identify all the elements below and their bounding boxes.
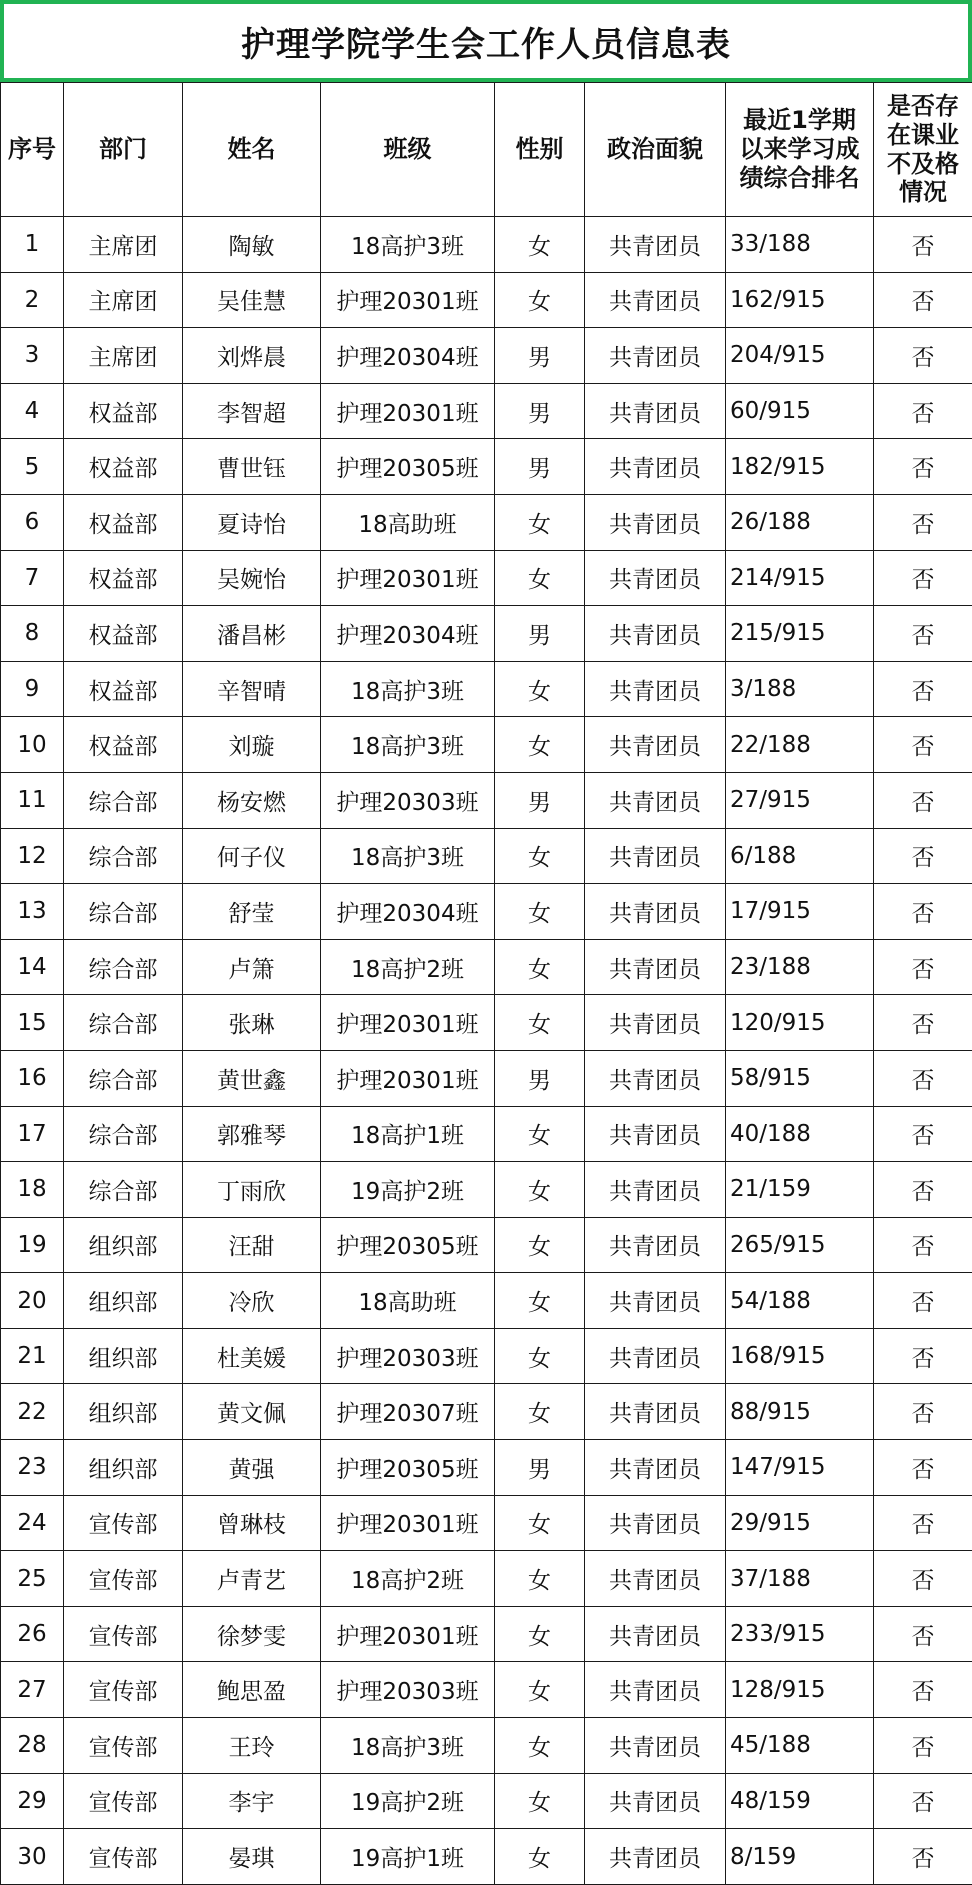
cell-failed-course: 否 — [874, 1606, 972, 1662]
cell-department: 宣传部 — [64, 1606, 183, 1662]
cell-name: 陶敏 — [183, 217, 321, 273]
table-row — [1, 717, 972, 773]
cell-gender: 男 — [495, 383, 585, 439]
cell-rank: 48/159 — [726, 1773, 874, 1829]
cell-department: 宣传部 — [64, 1773, 183, 1829]
cell-gender: 女 — [495, 494, 585, 550]
cell-name: 杜美媛 — [183, 1328, 321, 1384]
cell-name: 刘璇 — [183, 717, 321, 773]
cell-class: 护理20305班 — [321, 1217, 495, 1273]
cell-failed-course: 否 — [874, 1162, 972, 1218]
cell-political-status: 共青团员 — [585, 1050, 726, 1106]
cell-department: 综合部 — [64, 772, 183, 828]
cell-gender: 男 — [495, 1050, 585, 1106]
cell-name: 郭雅琴 — [183, 1106, 321, 1162]
cell-political-status: 共青团员 — [585, 884, 726, 940]
cell-gender: 女 — [495, 1606, 585, 1662]
title-bar — [0, 0, 972, 82]
cell-index: 14 — [1, 939, 64, 995]
cell-class: 18高护3班 — [321, 828, 495, 884]
table-row — [1, 1440, 972, 1496]
cell-rank: 88/915 — [726, 1384, 874, 1440]
cell-gender: 女 — [495, 1273, 585, 1329]
cell-department: 组织部 — [64, 1328, 183, 1384]
cell-index: 27 — [1, 1662, 64, 1718]
cell-index: 12 — [1, 828, 64, 884]
cell-gender: 男 — [495, 1440, 585, 1496]
cell-department: 宣传部 — [64, 1551, 183, 1607]
cell-class: 护理20301班 — [321, 995, 495, 1051]
cell-class: 18高助班 — [321, 1273, 495, 1329]
cell-political-status: 共青团员 — [585, 1551, 726, 1607]
cell-rank: 182/915 — [726, 439, 874, 495]
cell-name: 晏琪 — [183, 1829, 321, 1885]
cell-department: 权益部 — [64, 661, 183, 717]
cell-rank: 54/188 — [726, 1273, 874, 1329]
cell-class: 护理20305班 — [321, 439, 495, 495]
header-name: 姓名 — [183, 83, 321, 217]
table-row — [1, 1384, 972, 1440]
cell-index: 11 — [1, 772, 64, 828]
table-row — [1, 884, 972, 940]
cell-failed-course: 否 — [874, 1718, 972, 1774]
cell-name: 黄强 — [183, 1440, 321, 1496]
cell-political-status: 共青团员 — [585, 1606, 726, 1662]
cell-class: 护理20301班 — [321, 272, 495, 328]
cell-failed-course: 否 — [874, 383, 972, 439]
cell-department: 宣传部 — [64, 1662, 183, 1718]
table-row — [1, 1551, 972, 1607]
cell-gender: 女 — [495, 661, 585, 717]
cell-gender: 女 — [495, 995, 585, 1051]
cell-class: 护理20301班 — [321, 1606, 495, 1662]
cell-index: 17 — [1, 1106, 64, 1162]
cell-rank: 22/188 — [726, 717, 874, 773]
cell-class: 护理20303班 — [321, 772, 495, 828]
cell-class: 18高助班 — [321, 494, 495, 550]
cell-index: 26 — [1, 1606, 64, 1662]
cell-class: 18高护3班 — [321, 217, 495, 273]
cell-political-status: 共青团员 — [585, 828, 726, 884]
cell-gender: 女 — [495, 828, 585, 884]
table-row — [1, 1718, 972, 1774]
cell-department: 宣传部 — [64, 1495, 183, 1551]
cell-department: 综合部 — [64, 1106, 183, 1162]
header-rank: 最近1学期以来学习成绩综合排名 — [726, 83, 874, 217]
header-index: 序号 — [1, 83, 64, 217]
cell-political-status: 共青团员 — [585, 995, 726, 1051]
table-row — [1, 1773, 972, 1829]
cell-political-status: 共青团员 — [585, 217, 726, 273]
cell-class: 19高护2班 — [321, 1773, 495, 1829]
cell-failed-course: 否 — [874, 884, 972, 940]
cell-gender: 女 — [495, 1217, 585, 1273]
table-row — [1, 1495, 972, 1551]
cell-political-status: 共青团员 — [585, 1106, 726, 1162]
cell-rank: 17/915 — [726, 884, 874, 940]
cell-index: 5 — [1, 439, 64, 495]
cell-gender: 女 — [495, 939, 585, 995]
cell-department: 组织部 — [64, 1273, 183, 1329]
cell-failed-course: 否 — [874, 1217, 972, 1273]
cell-failed-course: 否 — [874, 439, 972, 495]
cell-index: 16 — [1, 1050, 64, 1106]
table-row — [1, 272, 972, 328]
cell-name: 何子仪 — [183, 828, 321, 884]
cell-department: 综合部 — [64, 884, 183, 940]
cell-index: 13 — [1, 884, 64, 940]
cell-rank: 21/159 — [726, 1162, 874, 1218]
cell-gender: 男 — [495, 439, 585, 495]
cell-political-status: 共青团员 — [585, 328, 726, 384]
cell-rank: 45/188 — [726, 1718, 874, 1774]
cell-index: 3 — [1, 328, 64, 384]
cell-rank: 147/915 — [726, 1440, 874, 1496]
cell-political-status: 共青团员 — [585, 661, 726, 717]
cell-political-status: 共青团员 — [585, 439, 726, 495]
cell-index: 25 — [1, 1551, 64, 1607]
cell-political-status: 共青团员 — [585, 494, 726, 550]
cell-department: 权益部 — [64, 383, 183, 439]
page-title: 护理学院学生会工作人员信息表 — [241, 17, 731, 66]
cell-index: 15 — [1, 995, 64, 1051]
cell-political-status: 共青团员 — [585, 1718, 726, 1774]
cell-gender: 女 — [495, 1384, 585, 1440]
cell-political-status: 共青团员 — [585, 1328, 726, 1384]
cell-political-status: 共青团员 — [585, 1273, 726, 1329]
cell-department: 权益部 — [64, 606, 183, 662]
cell-class: 护理20304班 — [321, 328, 495, 384]
cell-rank: 58/915 — [726, 1050, 874, 1106]
cell-failed-course: 否 — [874, 606, 972, 662]
cell-class: 护理20301班 — [321, 383, 495, 439]
cell-index: 22 — [1, 1384, 64, 1440]
cell-class: 护理20304班 — [321, 606, 495, 662]
cell-name: 王玲 — [183, 1718, 321, 1774]
cell-name: 卢青艺 — [183, 1551, 321, 1607]
cell-name: 曾琳枝 — [183, 1495, 321, 1551]
cell-political-status: 共青团员 — [585, 1384, 726, 1440]
table-row — [1, 1829, 972, 1885]
cell-department: 综合部 — [64, 828, 183, 884]
table-row — [1, 772, 972, 828]
cell-political-status: 共青团员 — [585, 772, 726, 828]
cell-class: 护理20304班 — [321, 884, 495, 940]
cell-failed-course: 否 — [874, 1106, 972, 1162]
cell-index: 20 — [1, 1273, 64, 1329]
cell-name: 潘昌彬 — [183, 606, 321, 662]
table-row — [1, 494, 972, 550]
cell-department: 综合部 — [64, 939, 183, 995]
cell-political-status: 共青团员 — [585, 606, 726, 662]
header-department: 部门 — [64, 83, 183, 217]
header-class: 班级 — [321, 83, 495, 217]
cell-rank: 33/188 — [726, 217, 874, 273]
cell-gender: 女 — [495, 1495, 585, 1551]
table-row — [1, 661, 972, 717]
cell-political-status: 共青团员 — [585, 1773, 726, 1829]
table-row — [1, 1217, 972, 1273]
cell-index: 28 — [1, 1718, 64, 1774]
cell-gender: 女 — [495, 884, 585, 940]
cell-department: 权益部 — [64, 439, 183, 495]
table-row — [1, 439, 972, 495]
cell-name: 吴佳慧 — [183, 272, 321, 328]
cell-department: 综合部 — [64, 1162, 183, 1218]
cell-failed-course: 否 — [874, 1328, 972, 1384]
table-row — [1, 939, 972, 995]
cell-department: 主席团 — [64, 272, 183, 328]
cell-index: 30 — [1, 1829, 64, 1885]
cell-name: 刘烨晨 — [183, 328, 321, 384]
cell-failed-course: 否 — [874, 772, 972, 828]
cell-gender: 女 — [495, 1162, 585, 1218]
cell-department: 权益部 — [64, 717, 183, 773]
cell-department: 组织部 — [64, 1384, 183, 1440]
cell-index: 29 — [1, 1773, 64, 1829]
header-row — [1, 83, 972, 217]
cell-failed-course: 否 — [874, 939, 972, 995]
cell-index: 18 — [1, 1162, 64, 1218]
cell-name: 夏诗怡 — [183, 494, 321, 550]
student-info-table — [0, 82, 972, 1885]
cell-class: 19高护2班 — [321, 1162, 495, 1218]
cell-gender: 女 — [495, 550, 585, 606]
cell-political-status: 共青团员 — [585, 939, 726, 995]
cell-class: 护理20303班 — [321, 1662, 495, 1718]
cell-name: 冷欣 — [183, 1273, 321, 1329]
cell-gender: 女 — [495, 1662, 585, 1718]
cell-political-status: 共青团员 — [585, 383, 726, 439]
cell-index: 1 — [1, 217, 64, 273]
cell-political-status: 共青团员 — [585, 1440, 726, 1496]
cell-political-status: 共青团员 — [585, 717, 726, 773]
cell-index: 24 — [1, 1495, 64, 1551]
cell-failed-course: 否 — [874, 494, 972, 550]
cell-political-status: 共青团员 — [585, 1829, 726, 1885]
table-row — [1, 1106, 972, 1162]
cell-name: 黄世鑫 — [183, 1050, 321, 1106]
header-gender: 性别 — [495, 83, 585, 217]
cell-failed-course: 否 — [874, 995, 972, 1051]
cell-index: 10 — [1, 717, 64, 773]
table-row — [1, 1273, 972, 1329]
table-row — [1, 828, 972, 884]
cell-failed-course: 否 — [874, 1773, 972, 1829]
cell-gender: 女 — [495, 1106, 585, 1162]
cell-failed-course: 否 — [874, 1495, 972, 1551]
cell-name: 曹世钰 — [183, 439, 321, 495]
cell-department: 组织部 — [64, 1217, 183, 1273]
table-row — [1, 383, 972, 439]
cell-rank: 37/188 — [726, 1551, 874, 1607]
cell-name: 吴婉怡 — [183, 550, 321, 606]
cell-name: 舒莹 — [183, 884, 321, 940]
cell-gender: 男 — [495, 328, 585, 384]
cell-rank: 27/915 — [726, 772, 874, 828]
cell-failed-course: 否 — [874, 217, 972, 273]
header-political-status: 政治面貌 — [585, 83, 726, 217]
cell-rank: 168/915 — [726, 1328, 874, 1384]
cell-class: 护理20301班 — [321, 550, 495, 606]
cell-department: 综合部 — [64, 1050, 183, 1106]
cell-class: 18高护1班 — [321, 1106, 495, 1162]
cell-rank: 29/915 — [726, 1495, 874, 1551]
cell-failed-course: 否 — [874, 1384, 972, 1440]
cell-failed-course: 否 — [874, 272, 972, 328]
cell-index: 9 — [1, 661, 64, 717]
cell-political-status: 共青团员 — [585, 550, 726, 606]
cell-class: 18高护2班 — [321, 1551, 495, 1607]
cell-department: 权益部 — [64, 494, 183, 550]
cell-department: 组织部 — [64, 1440, 183, 1496]
table-row — [1, 217, 972, 273]
cell-name: 李智超 — [183, 383, 321, 439]
cell-department: 权益部 — [64, 550, 183, 606]
cell-rank: 3/188 — [726, 661, 874, 717]
cell-gender: 女 — [495, 1551, 585, 1607]
cell-name: 李宇 — [183, 1773, 321, 1829]
cell-rank: 40/188 — [726, 1106, 874, 1162]
cell-political-status: 共青团员 — [585, 1662, 726, 1718]
cell-rank: 26/188 — [726, 494, 874, 550]
cell-gender: 女 — [495, 217, 585, 273]
cell-index: 6 — [1, 494, 64, 550]
cell-failed-course: 否 — [874, 828, 972, 884]
cell-class: 护理20303班 — [321, 1328, 495, 1384]
cell-political-status: 共青团员 — [585, 1162, 726, 1218]
cell-name: 汪甜 — [183, 1217, 321, 1273]
cell-failed-course: 否 — [874, 1551, 972, 1607]
cell-index: 21 — [1, 1328, 64, 1384]
cell-rank: 6/188 — [726, 828, 874, 884]
cell-department: 主席团 — [64, 328, 183, 384]
cell-gender: 女 — [495, 1829, 585, 1885]
cell-rank: 162/915 — [726, 272, 874, 328]
cell-rank: 120/915 — [726, 995, 874, 1051]
cell-rank: 23/188 — [726, 939, 874, 995]
cell-name: 鲍思盈 — [183, 1662, 321, 1718]
cell-failed-course: 否 — [874, 661, 972, 717]
table-row — [1, 550, 972, 606]
cell-class: 18高护3班 — [321, 1718, 495, 1774]
cell-department: 宣传部 — [64, 1829, 183, 1885]
cell-class: 18高护3班 — [321, 661, 495, 717]
cell-gender: 女 — [495, 1328, 585, 1384]
table-row — [1, 995, 972, 1051]
table-row — [1, 1050, 972, 1106]
cell-failed-course: 否 — [874, 1050, 972, 1106]
cell-department: 主席团 — [64, 217, 183, 273]
cell-index: 8 — [1, 606, 64, 662]
header-failed-course: 是否存在课业不及格情况 — [874, 83, 972, 217]
cell-class: 18高护2班 — [321, 939, 495, 995]
cell-failed-course: 否 — [874, 550, 972, 606]
cell-political-status: 共青团员 — [585, 1217, 726, 1273]
cell-rank: 60/915 — [726, 383, 874, 439]
cell-rank: 215/915 — [726, 606, 874, 662]
cell-gender: 女 — [495, 1718, 585, 1774]
cell-gender: 女 — [495, 1773, 585, 1829]
cell-class: 19高护1班 — [321, 1829, 495, 1885]
cell-gender: 女 — [495, 717, 585, 773]
cell-failed-course: 否 — [874, 1273, 972, 1329]
cell-political-status: 共青团员 — [585, 1495, 726, 1551]
cell-rank: 233/915 — [726, 1606, 874, 1662]
cell-department: 综合部 — [64, 995, 183, 1051]
cell-rank: 8/159 — [726, 1829, 874, 1885]
table-row — [1, 1662, 972, 1718]
cell-failed-course: 否 — [874, 1440, 972, 1496]
cell-failed-course: 否 — [874, 717, 972, 773]
cell-name: 卢箫 — [183, 939, 321, 995]
cell-political-status: 共青团员 — [585, 272, 726, 328]
cell-name: 黄文佩 — [183, 1384, 321, 1440]
cell-failed-course: 否 — [874, 328, 972, 384]
cell-index: 19 — [1, 1217, 64, 1273]
cell-name: 徐梦雯 — [183, 1606, 321, 1662]
cell-class: 护理20301班 — [321, 1495, 495, 1551]
table-row — [1, 328, 972, 384]
cell-name: 张琳 — [183, 995, 321, 1051]
cell-name: 丁雨欣 — [183, 1162, 321, 1218]
cell-rank: 214/915 — [726, 550, 874, 606]
cell-index: 23 — [1, 1440, 64, 1496]
table-body — [1, 217, 972, 1885]
cell-rank: 265/915 — [726, 1217, 874, 1273]
table-row — [1, 1606, 972, 1662]
cell-gender: 男 — [495, 772, 585, 828]
cell-gender: 男 — [495, 606, 585, 662]
cell-failed-course: 否 — [874, 1662, 972, 1718]
cell-rank: 204/915 — [726, 328, 874, 384]
cell-index: 2 — [1, 272, 64, 328]
cell-department: 宣传部 — [64, 1718, 183, 1774]
table-row — [1, 606, 972, 662]
cell-failed-course: 否 — [874, 1829, 972, 1885]
cell-name: 杨安燃 — [183, 772, 321, 828]
cell-class: 护理20301班 — [321, 1050, 495, 1106]
cell-index: 7 — [1, 550, 64, 606]
cell-gender: 女 — [495, 272, 585, 328]
cell-name: 辛智晴 — [183, 661, 321, 717]
cell-rank: 128/915 — [726, 1662, 874, 1718]
cell-class: 护理20307班 — [321, 1384, 495, 1440]
table-row — [1, 1328, 972, 1384]
cell-index: 4 — [1, 383, 64, 439]
cell-class: 护理20305班 — [321, 1440, 495, 1496]
cell-class: 18高护3班 — [321, 717, 495, 773]
table-row — [1, 1162, 972, 1218]
